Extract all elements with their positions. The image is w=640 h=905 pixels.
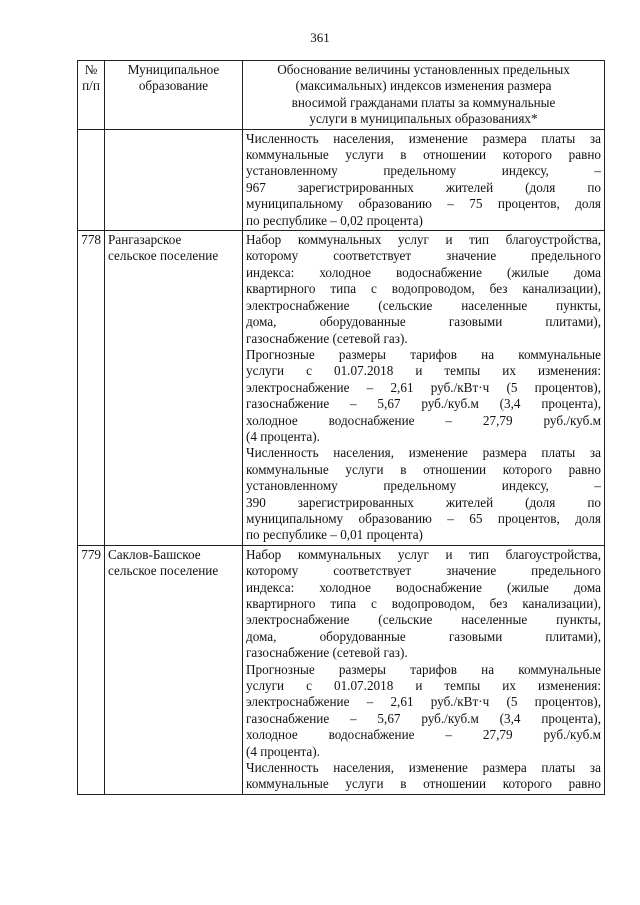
rationale-line: услуги с 01.07.2018 и темпы их изменения: xyxy=(246,363,601,379)
rationale-paragraph xyxy=(246,131,601,229)
rationale-line: холодное водоснабжение – 27,79 руб./куб.м xyxy=(246,412,601,428)
page-number: 361 xyxy=(310,30,330,45)
rationale-line: коммунальные услуги в отношении которого равно xyxy=(246,776,601,792)
rationale-line: которому соответствует значение предельного xyxy=(246,563,601,579)
rationale-cell xyxy=(243,231,605,546)
rationale-line: электроснабжение (сельские населенные пункты, xyxy=(246,297,601,313)
rationale-line: индекса: холодное водоснабжение (жилые дома xyxy=(246,264,601,280)
rationale-line: по республике – 0,01 процента) xyxy=(246,527,423,543)
rationale-line: холодное водоснабжение – 27,79 руб./куб.м xyxy=(246,727,601,743)
rationale-paragraph xyxy=(246,347,601,445)
municipality-cell xyxy=(105,129,243,230)
rationale-line: 967 зарегистрированных жителей (доля по xyxy=(246,179,601,195)
rationale-line: установленному предельному индексу, – xyxy=(246,163,601,179)
rationale-line: электроснабжение – 2,61 руб./кВт·ч (5 процентов), xyxy=(246,694,601,710)
municipality-name-line: сельское поселение xyxy=(108,563,219,579)
table-body xyxy=(78,129,605,794)
header-municipality-line: Муниципальное xyxy=(127,62,220,77)
rationale-paragraph xyxy=(246,232,601,347)
tariff-table xyxy=(77,60,605,795)
rationale-line: муниципальному образованию – 75 процентов, доля xyxy=(246,196,601,212)
row-number xyxy=(78,129,105,230)
municipality-name-line: Рангазарское xyxy=(108,232,182,248)
rationale-line: Численность населения, изменение размера платы за xyxy=(246,445,601,461)
header-rationale-line: Обоснование величины установленных предельных xyxy=(277,62,570,77)
rationale-line: квартирного типа с водопроводом, без канализации), xyxy=(246,596,601,611)
rationale-line: газоснабжение (сетевой газ). xyxy=(246,645,408,661)
municipality-cell xyxy=(105,231,243,546)
header-rationale-line: услуги в муниципальных образованиях* xyxy=(309,111,538,127)
rationale-line: 390 зарегистрированных жителей (доля по xyxy=(246,494,601,510)
rationale-line: электроснабжение (сельские населенные пункты, xyxy=(246,612,601,628)
rationale-paragraph xyxy=(246,547,601,662)
rationale-line: (4 процента). xyxy=(246,743,320,759)
row-number: 778 xyxy=(78,231,105,546)
rationale-line: электроснабжение – 2,61 руб./кВт·ч (5 процентов), xyxy=(246,379,601,395)
rationale-line: газоснабжение – 5,67 руб./куб.м (3,4 процента), xyxy=(246,396,601,412)
rationale-line: квартирного типа с водопроводом, без канализации), xyxy=(246,281,601,297)
municipality-name-line: Саклов-Башское xyxy=(108,546,201,562)
rationale-line: дома, оборудованные газовыми плитами), xyxy=(246,314,601,330)
rationale-line: Набор коммунальных услуг и тип благоустройства, xyxy=(246,232,601,248)
rationale-cell xyxy=(243,545,605,794)
header-rationale-line: (максимальных) индексов изменения размера xyxy=(295,78,552,94)
rationale-line: установленному предельному индексу, – xyxy=(246,478,601,494)
rationale-line: Прогнозные размеры тарифов на коммунальные xyxy=(246,346,601,362)
rationale-line: газоснабжение (сетевой газ). xyxy=(246,330,408,346)
header-municipality-line: образование xyxy=(138,78,209,94)
rationale-line: Численность населения, изменение размера платы за xyxy=(246,760,601,776)
rationale-line: Прогнозные размеры тарифов на коммунальные xyxy=(246,661,601,677)
rationale-paragraph xyxy=(246,760,601,793)
municipality-cell xyxy=(105,545,243,794)
rationale-line: Набор коммунальных услуг и тип благоустройства, xyxy=(246,546,601,562)
rationale-line: которому соответствует значение предельного xyxy=(246,248,601,264)
header-rationale xyxy=(243,61,605,130)
municipality-name-line: сельское поселение xyxy=(108,248,219,264)
row-number: 779 xyxy=(78,545,105,794)
header-number-line: п/п xyxy=(82,78,100,94)
rationale-line: (4 процента). xyxy=(246,428,320,444)
rationale-line: коммунальные услуги в отношении которого равно xyxy=(246,147,601,163)
header-number-line: № xyxy=(84,62,98,77)
header-number xyxy=(78,61,105,130)
rationale-line: по республике – 0,02 процента) xyxy=(246,212,423,228)
rationale-line: муниципальному образованию – 65 процентов, доля xyxy=(246,510,601,526)
header-municipality xyxy=(105,61,243,130)
table-header-row xyxy=(78,61,605,130)
rationale-line: коммунальные услуги в отношении которого равно xyxy=(246,461,601,477)
rationale-line: Численность населения, изменение размера платы за xyxy=(246,130,601,146)
rationale-line: газоснабжение – 5,67 руб./куб.м (3,4 процента), xyxy=(246,710,601,726)
table-row xyxy=(78,545,605,794)
table-row xyxy=(78,129,605,230)
rationale-line: услуги с 01.07.2018 и темпы их изменения: xyxy=(246,678,601,694)
rationale-line: дома, оборудованные газовыми плитами), xyxy=(246,628,601,644)
rationale-paragraph xyxy=(246,662,601,760)
rationale-paragraph xyxy=(246,445,601,543)
table-row xyxy=(78,231,605,546)
rationale-line: индекса: холодное водоснабжение (жилые дома xyxy=(246,579,601,595)
rationale-cell xyxy=(243,129,605,230)
header-rationale-line: вносимой гражданами платы за коммунальные xyxy=(291,94,556,110)
